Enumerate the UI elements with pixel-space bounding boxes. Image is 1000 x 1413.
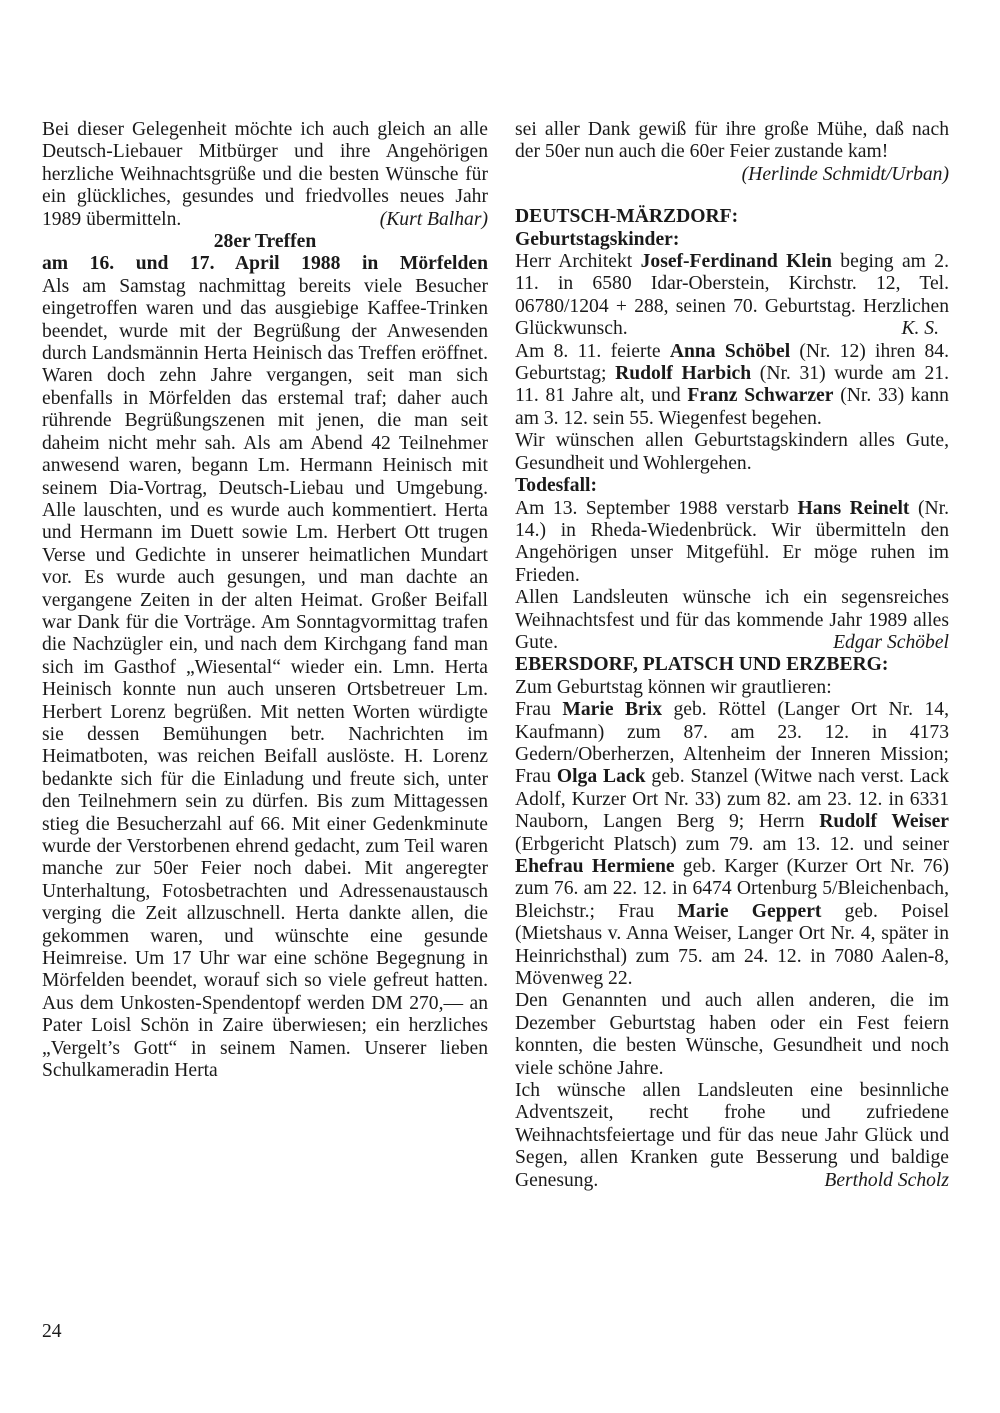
text-fragment: Frau: [515, 699, 563, 721]
person-name: Marie Geppert: [677, 900, 822, 922]
intro-text: Bei dieser Gelegenheit möchte ich auch gleich an alle Deutsch-Liebauer Mitbürger und ihre Angehörigen herzliche Weihnachtsgrüße und die besten Wünsche für ein glückliches, gesundes und friedvolles neues Jahr 1989 übermitteln.: [42, 119, 488, 230]
advent-wishes-paragraph: [515, 1080, 949, 1192]
continuation-text: sei aller Dank gewiß für ihre große Mühe, daß nach der 50er nun auch die 60er Feier zustande kam!: [515, 119, 949, 163]
text-fragment: Herr Architekt: [515, 251, 641, 273]
intro-signature: (Kurt Balhar): [379, 208, 488, 230]
birthday-wishes-paragraph: Wir wünschen allen Geburtstagskindern alles Gute, Gesundheit und Wohlergehen.: [515, 430, 949, 474]
text-fragment: (Nr. 12) ihren 84. Geburtstag;: [515, 340, 949, 385]
text-fragment: (Nr. 31) wurde am 21. 11. 81 Jahre alt, und: [515, 363, 949, 407]
person-name: Rudolf Harbich: [615, 363, 752, 385]
right-column: [515, 119, 949, 1192]
page-number: 24: [42, 1321, 62, 1342]
christmas-wishes-paragraph: [515, 587, 949, 654]
signature-berthold-scholz: Berthold Scholz: [824, 1169, 949, 1191]
article-subtitle: am 16. und 17. April 1988 in Mörfelden: [42, 253, 488, 275]
person-name: Olga Lack: [556, 766, 646, 788]
text-fragment: geb. Poisel (Mietshaus v. Anna Weiser, Langer Ort Nr. 4, später in Heinrichsthal) zum 75. am 24. 12. in 7080 Aalen-8, Mövenweg 22.: [515, 900, 950, 990]
death-notice-paragraph: [515, 498, 949, 588]
continuation-paragraph: [515, 119, 949, 186]
text-fragment: geb. Röttel (Langer Ort Nr. 14, Kaufmann) zum 87. am 23. 12. in 4173 Gedern/Oberherzen, Altenheim der Inneren Mission; Frau: [515, 699, 949, 788]
article-body: Als am Samstag nachmittag bereits viele Besucher eingetroffen waren und das ausgiebige Kaffee-Trinken beendet, wurde mit der Begrüßung der Anwesenden durch Landsmännin Herta Heinisch das Treffen eröffnet. Waren doch zehn Jahre vergangen, seit man sich ebenfalls in Mörfelden das erstemal traf; daher auch rührende Begrüßungszenen mit jenen, die man seit daheim nicht mehr sah. Als am Abend 42 Teilnehmer anwesend waren, begann Lm. Hermann Heinisch mit seinem Dia-Vortrag, Deutsch-Liebau und Umgebung. Alle lauschten, und es wurde auch kommentiert. Herta und Hermann im Duett sowie Lm. Herbert Ott trugen Verse und Gedichte in unserer heimatlichen Mundart vor. Es wurde auch gesungen, und man dachte an vergangene Zeiten in der alten Heimat. Großer Beifall war Dank für die Vorträge. Am Sonntagvormittag trafen die Nachzügler ein, und nach dem Kirchgang fand man sich im Gasthof „Wiesental“ wieder ein. Lmn. Herta Heinisch konnte nun auch unseren Ortsbetreuer Lm. Herbert Lorenz begrüßen. Mit netten Worten würdigte sie dessen Bemühungen betr. Nachrichten im Heimatboten, was reichen Beifall auslöste. H. Lorenz bedankte sich für die Einladung und freute sich, unter den Teilnehmern sein zu dürfen. Bis zum Mittagessen stieg die Besucherzahl auf 66. Mit einer Gedenkminute wurde der Verstorbenen ehrend gedacht, zum Teil waren manche zur 50er Feier noch dabei. Mit angeregter Unterhaltung, Fotosbetrachten und Adressenaustausch verging die Zeit allzuschnell. Herta dankte allen, die gekommen waren, und wünschte eine gesunde Heimreise. Um 17 Uhr war eine schöne Begegnung in Mörfelden beendet, worauf sich so viele gefreut hatten. Aus dem Unkosten-Spendentopf werden DM 270,— an Pater Loisl Schön in Zaire überwiesen; ein herzliches „Vergelt’s Gott“ in seinem Namen. Unserer lieben Schulkameradin Herta: [42, 275, 488, 1082]
left-column: [42, 119, 488, 1082]
text-fragment: (Erbgericht Platsch) zum 79. am 13. 12. und seiner: [515, 833, 949, 855]
text-fragment: (Nr. 14.) in Rheda-Wiedenbrück. Wir übermitteln den Angehörigen unser Mitgefühl. Er möge ruhen im Frieden.: [515, 497, 949, 586]
signature-edgar-schoebel: Edgar Schöbel: [833, 631, 949, 653]
text-fragment: Am 8. 11. feierte: [515, 340, 670, 362]
person-name: Anna Schöbel: [669, 340, 791, 362]
text-fragment: Ich wünsche allen Landsleuten eine besinnliche Adventszeit, recht frohe und zufriedene Weihnachtsfeiertage und für das neue Jahr Glück und Segen, allen Kranken gute Besserung und baldige Genesung.: [515, 1080, 949, 1191]
article-title: 28er Treffen: [213, 231, 317, 253]
congratulations-intro: Zum Geburtstag können wir grautlieren:: [515, 676, 832, 698]
intro-paragraph: [42, 119, 488, 231]
birthday-children-heading: Geburtstagskinder:: [515, 228, 680, 250]
text-fragment: (Nr. 33) kann am 3. 12. sein 55. Wiegenfest begehen.: [515, 385, 949, 429]
birthday-list-paragraph: [515, 699, 949, 990]
person-name: Marie Brix: [562, 699, 662, 721]
text-fragment: geb. Stanzel (Witwe nach verst. Lack Adolf, Kurzer Ort Nr. 33) zum 82. am 23. 12. in 6331 Nauborn, Langen Berg 9; Herrn: [515, 766, 949, 833]
person-name: Rudolf Weiser: [819, 811, 949, 833]
section-deutsch-maerzdorf-title: DEUTSCH-MÄRZDORF:: [515, 206, 739, 228]
person-name: Franz Schwarzer: [687, 385, 834, 407]
person-name: Ehefrau Hermiene: [515, 856, 675, 877]
section-ebersdorf-title: EBERSDORF, PLATSCH UND ERZBERG:: [515, 654, 889, 676]
text-fragment: beging am 2. 11. in 6580 Idar-Oberstein, Kirchstr. 12, Tel. 06780/1204 + 288, seinen 70. Geburtstag. Herzlichen Glückwunsch.: [515, 251, 950, 340]
continuation-signature: (Herlinde Schmidt/Urban): [741, 163, 949, 185]
signature-ks: K. S.: [901, 318, 939, 340]
general-wishes-paragraph: Den Genannten und auch allen anderen, die im Dezember Geburtstag haben oder ein Fest feiern konnten, die besten Wünsche, Gesundheit und noch viele schöne Jahre.: [515, 990, 949, 1079]
text-fragment: Allen Landsleuten wünsche ich ein segensreiches Weihnachtsfest und für das kommende Jahr 1989 alles Gute.: [515, 587, 949, 653]
person-name: Josef-Ferdinand Klein: [640, 251, 832, 273]
person-name: Hans Reinelt: [797, 497, 910, 519]
death-notice-heading: Todesfall:: [515, 475, 598, 497]
birthday-paragraph-2: [515, 341, 949, 431]
text-fragment: Am 13. September 1988 verstarb: [515, 497, 798, 519]
birthday-paragraph-1: [515, 251, 949, 341]
text-fragment: geb. Karger (Kurzer Ort Nr. 76) zum 76. am 22. 12. in 6474 Ortenburg 5/Bleichenbach, Bleichstr.; Frau: [515, 856, 950, 922]
